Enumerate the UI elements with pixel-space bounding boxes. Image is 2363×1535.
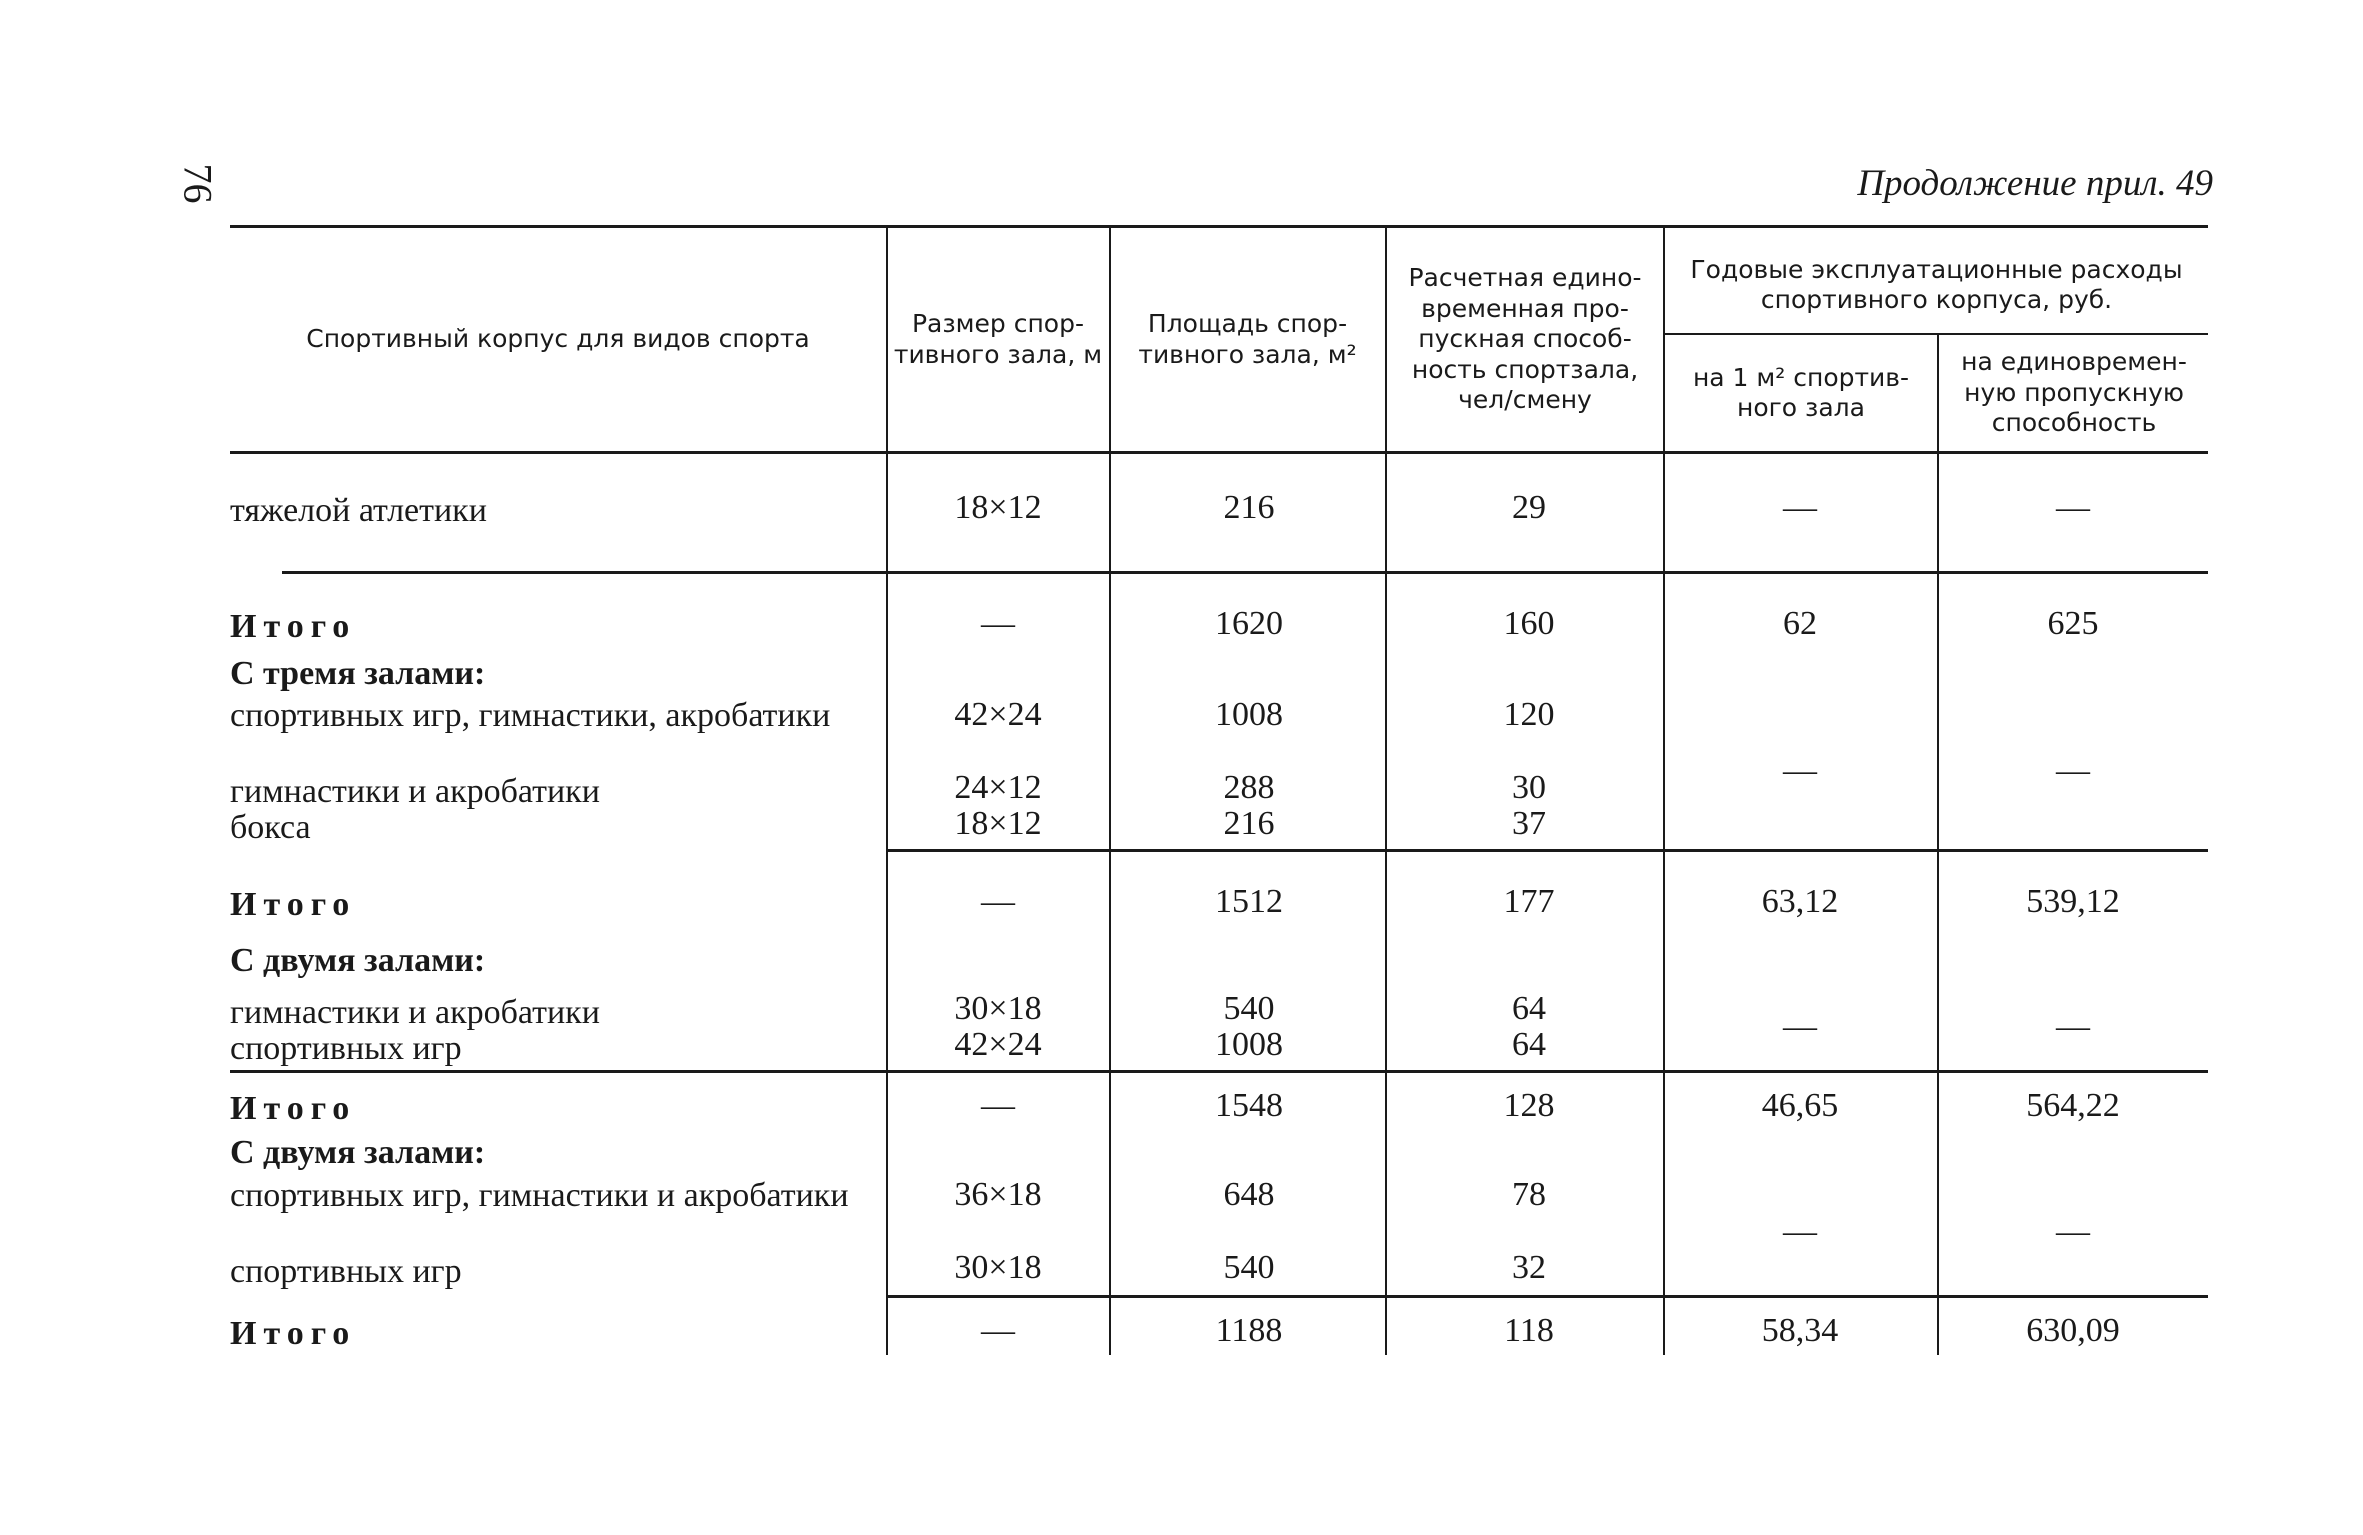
cell-capacity: 30: [1512, 769, 1546, 806]
vrule-3: [1385, 228, 1387, 1355]
total-cost-m2: 62: [1783, 605, 1817, 642]
rule-header-bottom: [230, 451, 2208, 454]
header-capacity: Расчетная единовременная пропускная способность спортзала, чел/смену: [1408, 263, 1642, 415]
total-cost-capacity: 539,12: [2026, 883, 2120, 920]
total-label: Итого: [230, 608, 357, 645]
rule-after-s3: [886, 1295, 2208, 1298]
row-label: спортивных игр, гимнастики и акробатики: [230, 1177, 849, 1214]
cell-size: 24×12: [954, 769, 1042, 806]
row-label: спортивных игр: [230, 1253, 462, 1290]
cell-size: 18×12: [954, 805, 1042, 842]
header-cost-per-capacity: на единовременную пропускную способность: [1961, 347, 2187, 438]
cell-area: 1008: [1215, 1026, 1283, 1063]
row-label: гимнастики и акробатики: [230, 994, 600, 1031]
total-area: 1548: [1215, 1087, 1283, 1124]
total-cost-m2: 63,12: [1761, 883, 1839, 920]
cell-area: 648: [1223, 1176, 1275, 1213]
cell-cost-capacity: —: [2056, 1008, 2090, 1045]
cell-cost-m2: —: [1783, 1213, 1817, 1250]
cell-size: 30×18: [954, 1249, 1042, 1286]
rule-after-r1: [282, 571, 2208, 574]
cell-capacity: 29: [1512, 489, 1546, 526]
total-cost-m2: 58,34: [1761, 1312, 1839, 1349]
total-size: —: [981, 1087, 1015, 1124]
header-annual-costs: Годовые эксплуатационные расходы спортивного корпуса, руб.: [1690, 254, 2183, 314]
total-area: 1620: [1215, 605, 1283, 642]
cell-cost-m2: —: [1783, 752, 1817, 789]
header-hall-area: Площадь спортивного зала, м²: [1138, 309, 1357, 369]
total-capacity: 118: [1504, 1312, 1554, 1349]
rule-group: [1663, 333, 2208, 335]
total-cost-capacity: 564,22: [2026, 1087, 2120, 1124]
cell-size: 42×24: [954, 1026, 1042, 1063]
vrule-5: [1937, 335, 1939, 1355]
header-hall-size: Размер спортивного зала, м: [893, 309, 1103, 369]
row-label: гимнастики и акробатики: [230, 773, 600, 810]
header-sport-building: Спортивный корпус для видов спорта: [306, 324, 810, 354]
cell-capacity: 64: [1512, 990, 1546, 1027]
total-size: —: [981, 883, 1015, 920]
section-title: С двумя залами:: [230, 1134, 486, 1171]
row-label: бокса: [230, 809, 311, 846]
total-label: Итого: [230, 1090, 357, 1127]
cell-capacity: 120: [1503, 696, 1555, 733]
total-capacity: 177: [1503, 883, 1555, 920]
cell-cost-capacity: —: [2056, 752, 2090, 789]
section-title: С двумя залами:: [230, 942, 486, 979]
total-size: —: [981, 605, 1015, 642]
row-label: спортивных игр: [230, 1030, 462, 1067]
cell-area: 540: [1223, 1249, 1275, 1286]
continuation-note: Продолжение прил. 49: [1857, 163, 2213, 204]
total-cost-capacity: 625: [2047, 605, 2099, 642]
total-cost-capacity: 630,09: [2026, 1312, 2120, 1349]
total-area: 1188: [1215, 1312, 1283, 1349]
vrule-4: [1663, 228, 1665, 1355]
cell-capacity: 78: [1512, 1176, 1546, 1213]
cell-area: 1008: [1215, 696, 1283, 733]
cell-cost-capacity: —: [2056, 1213, 2090, 1250]
cell-size: 42×24: [954, 696, 1042, 733]
cell-cost-capacity: —: [2056, 489, 2090, 526]
cell-area: 216: [1223, 489, 1275, 526]
row-label: тяжелой атлетики: [230, 492, 487, 529]
rule-after-s1: [886, 849, 2208, 852]
total-label: Итого: [230, 1315, 357, 1352]
cell-cost-m2: —: [1783, 489, 1817, 526]
cell-area: 540: [1223, 990, 1275, 1027]
cell-size: 18×12: [954, 489, 1042, 526]
total-label: Итого: [230, 886, 357, 923]
header-cost-per-m2: на 1 м² спортивного зала: [1692, 362, 1910, 422]
total-capacity: 128: [1503, 1087, 1555, 1124]
total-area: 1512: [1215, 883, 1283, 920]
cell-cost-m2: —: [1783, 1008, 1817, 1045]
total-capacity: 160: [1503, 605, 1555, 642]
vrule-1: [886, 228, 888, 1355]
vrule-2: [1109, 228, 1111, 1355]
cell-capacity: 64: [1512, 1026, 1546, 1063]
page-number: 76: [175, 163, 221, 204]
row-label: спортивных игр, гимнастики, акробатики: [230, 697, 831, 734]
cell-capacity: 32: [1512, 1249, 1546, 1286]
cell-capacity: 37: [1512, 805, 1546, 842]
cell-area: 288: [1223, 769, 1275, 806]
rule-after-s2: [230, 1070, 2208, 1073]
cell-size: 30×18: [954, 990, 1042, 1027]
cell-area: 216: [1223, 805, 1275, 842]
section-title: С тремя залами:: [230, 655, 486, 692]
total-cost-m2: 46,65: [1761, 1087, 1839, 1124]
cell-size: 36×18: [954, 1176, 1042, 1213]
total-size: —: [981, 1312, 1015, 1349]
